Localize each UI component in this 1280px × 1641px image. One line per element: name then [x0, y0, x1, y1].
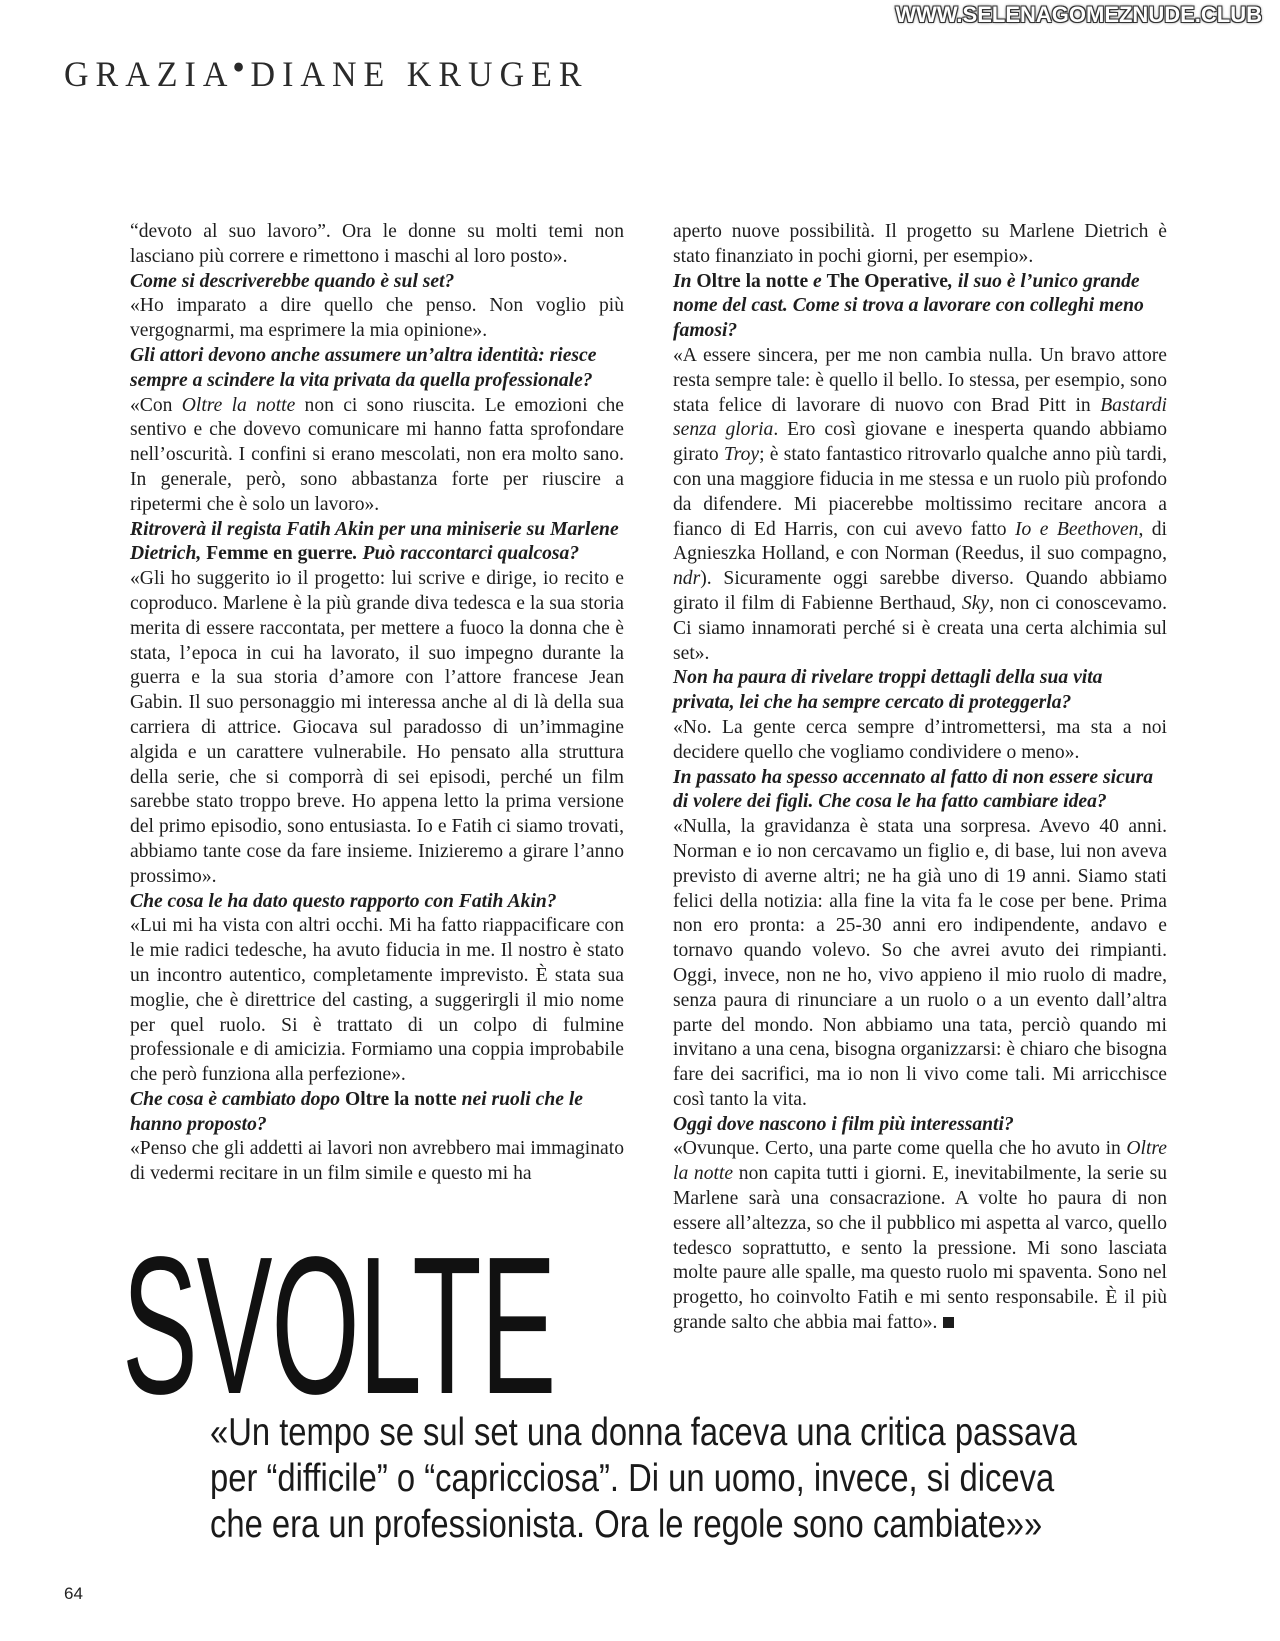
film-title: Oltre la notte [181, 394, 296, 416]
text-run: . Ero così giovane e inesperta quando abbiamo girato [673, 419, 1168, 466]
pull-quote-line: per “difficile” o “capricciosa”. Di un uomo, invece, si diceva [210, 1457, 1055, 1500]
answer-paragraph [130, 394, 624, 518]
answer-paragraph: «Nulla, la gravidanza è stata una sorpresa. Avevo 40 anni. Norman e io non cercavamo un figlio e, di base, lui non aveva previsto di averne altri; ne ha già uno di 19 anni. Siamo stati felici della notizia: alla fine la vita fa le cose per bene. Prima non ero pronta: a 25-30 anni ero indipendente, andavo e tornavo quando volevo. So che avrei avuto dei rimpianti. Oggi, invece, non ne ho, vivo appieno il mio ruolo di madre, senza paura di rinunciare a un ruolo o a un evento dall’altra parte del mondo. Non abbiamo una tata, perciò quando mi invitano a una cena, bisogna organizzarsi: è chiaro che bisogna fare dei sacrifici, ma io non li vivo come tali. Mi arricchisce così tanto la vita. [673, 816, 1167, 1110]
text-run: In [673, 270, 697, 292]
question-paragraph: Come si descriverebbe quando è sul set? [130, 270, 455, 292]
question-paragraph: Non ha paura di rivelare troppi dettagli della sua vita privata, lei che ha sempre cercato di proteggerla? [673, 667, 1103, 714]
pull-quote-line: «Un tempo se sul set una donna faceva una critica passava [210, 1411, 1077, 1454]
film-title: Troy [723, 444, 760, 466]
text-run: Ritroverà il regista Fatih Akin per una miniserie su Marlene Dietrich, [130, 518, 619, 565]
right-column [673, 220, 1167, 1336]
answer-paragraph [673, 1137, 1167, 1335]
pull-quote-line: che era un professionista. Ora le regole sono cambiate»» [210, 1503, 1043, 1546]
text-run: Che cosa è cambiato dopo [130, 1088, 345, 1110]
answer-paragraph: «No. La gente cerca sempre d’intromettersi, ma sta a noi decidere quello che vogliamo condividere o meno». [673, 716, 1167, 763]
film-title: Oltre la notte [344, 1088, 457, 1110]
masthead-brand: GRAZIA [64, 55, 235, 95]
text-run: «A essere sincera, per me non cambia nulla. Un bravo attore resta sempre tale: è quello il bello. Io stessa, per esempio, sono stata felice di lavorare di nuovo con Brad Pitt in [673, 344, 1167, 416]
text-run: ; è stato fantastico ritrovarlo qualche anno più tardi, con una maggiore fiducia in me stessa e un ruolo più profondo da difendere. Mi piacerebbe moltissimo recitare ancora a fianco di Ed Harris, con cui avevo fatto [673, 444, 1167, 540]
question-paragraph: In passato ha spesso accennato al fatto di non essere sicura di volere dei figli. Che cosa le ha fatto cambiare idea? [673, 766, 1154, 813]
text-run: non ci sono riuscita. Le emozioni che sentivo e che dovevo comunicare mi hanno fatta sprofondare nell’oscurità. I confini si erano mescolati, non era molto sano. In generale, però, sono abbastanza forte per riuscire a ripetermi che è solo un lavoro». [130, 394, 624, 515]
text-run: non capita tutti i giorni. E, inevitabilmente, la serie su Marlene sarà una consacrazione. A volte ho paura di non essere all’altezza, so che il pubblico mi aspetta al varco, quello tedesco soprattutto, e sento la pressione. Mi sono lasciata molte paure alle spalle, ma questo ruolo mi spaventa. Sono nel progetto, ho coinvolto Fatih e mi sento responsabile. È il più grande salto che abbia mai fatto». [673, 1163, 1167, 1334]
answer-paragraph: aperto nuove possibilità. Il progetto su Marlene Dietrich è stato finanziato in pochi giorni, per esempio». [673, 221, 1167, 267]
bullet-icon: ● [232, 55, 245, 79]
question-paragraph: Oggi dove nascono i film più interessanti? [673, 1113, 1014, 1135]
left-column [130, 220, 624, 1187]
answer-paragraph: «Penso che gli addetti ai lavori non avrebbero mai immaginato di vedermi recitare in un film simile e questo mi ha [130, 1138, 624, 1185]
masthead-subject: DIANE KRUGER [250, 55, 589, 95]
text-run: «Ovunque. Certo, una parte come quella che ho avuto in [673, 1138, 1127, 1160]
film-title: Oltre la notte [673, 1138, 1167, 1185]
watermark: WWW.SELENAGOMEZNUDE.CLUB [895, 2, 1262, 27]
text-run: e [808, 270, 827, 292]
answer-paragraph [673, 344, 1167, 666]
text-run: nei ruoli che le hanno proposto? [130, 1088, 583, 1135]
film-title: Bastardi senza gloria [673, 394, 1167, 441]
pull-quote [210, 1410, 1077, 1548]
question-paragraph [130, 518, 624, 568]
section-word: SVOLTE [122, 1216, 556, 1435]
answer-paragraph: «Lui mi ha vista con altri occhi. Mi ha fatto riappacificare con le mie radici tedesche, ha avuto fiducia in me. Il nostro è stato un incontro autentico, completamente imprevisto. È stata sua moglie, che è direttrice del casting, a suggerirgli il mio nome per quel ruolo. Si è trattato di un colpo di fulmine professionale e di amicizia. Formiamo una coppia improbabile che però funziona alla perfezione». [130, 915, 624, 1086]
answer-paragraph: «Gli ho suggerito io il progetto: lui scrive e dirige, io recito e coproduco. Marlene è la più grande diva tedesca e la sua storia merita di essere raccontata, per mettere a fuoco la donna che è stata, l’epoca in cui ha lavorato, il suo impegno durante la guerra e la sua storia d’amore con l’attore francese Jean Gabin. Il suo personaggio mi interessa anche al di là della sua carriera di attrice. Giocava sul paradosso di un’immagine algida e un carattere vulnerabile. Ho pensato alla struttura della serie, che si comporrà di sei episodi, perché un film sarebbe stato troppo breve. Ho appena letto la prima versione del primo episodio, sono entusiasta. Io e Fatih ci siamo trovati, abbiamo tante cose da fare insieme. Inizieremo a girare l’anno prossimo». [130, 568, 624, 887]
series-title: Femme en guerre [206, 543, 353, 565]
end-mark-icon [943, 1317, 954, 1328]
text-run: , di Agnieszka Holland, e con Norman (Reedus, il suo compagno, [673, 518, 1168, 565]
text-run: , il suo è l’unico grande nome del cast. Come si trova a lavorare con colleghi meno famosi? [673, 270, 1144, 342]
answer-paragraph: “devoto al suo lavoro”. Ora le donne su molti temi non lasciano più correre e rimettono i maschi al loro posto». [130, 221, 624, 267]
answer-paragraph: «Ho imparato a dire quello che penso. Non voglio più vergognarmi, ma esprimere la mia opinione». [130, 295, 624, 342]
question-paragraph [673, 270, 1167, 344]
text-run: ). Sicuramente oggi sarebbe diverso. Quando abbiamo girato il film di Fabienne Berthaud, [673, 568, 1167, 614]
editor-note: ndr [673, 568, 701, 590]
film-title: Io e Beethoven [1015, 518, 1139, 540]
question-paragraph: Gli attori devono anche assumere un’altra identità: riesce sempre a scindere la vita privata da quella professionale? [130, 344, 597, 391]
page-number: 64 [64, 1584, 83, 1603]
question-paragraph: Che cosa le ha dato questo rapporto con Fatih Akin? [130, 890, 557, 912]
question-paragraph [130, 1088, 624, 1138]
text-run: . Può raccontarci qualcosa? [352, 543, 580, 565]
text-run: , non ci conoscevamo. Ci siamo innamorati perché si è creata una certa alchimia sul set». [673, 592, 1167, 664]
text-run: «Con [130, 394, 182, 416]
film-title: Sky [961, 592, 990, 614]
masthead [64, 55, 589, 95]
film-title: The Operative [826, 270, 949, 292]
film-title: Oltre la notte [696, 270, 809, 292]
